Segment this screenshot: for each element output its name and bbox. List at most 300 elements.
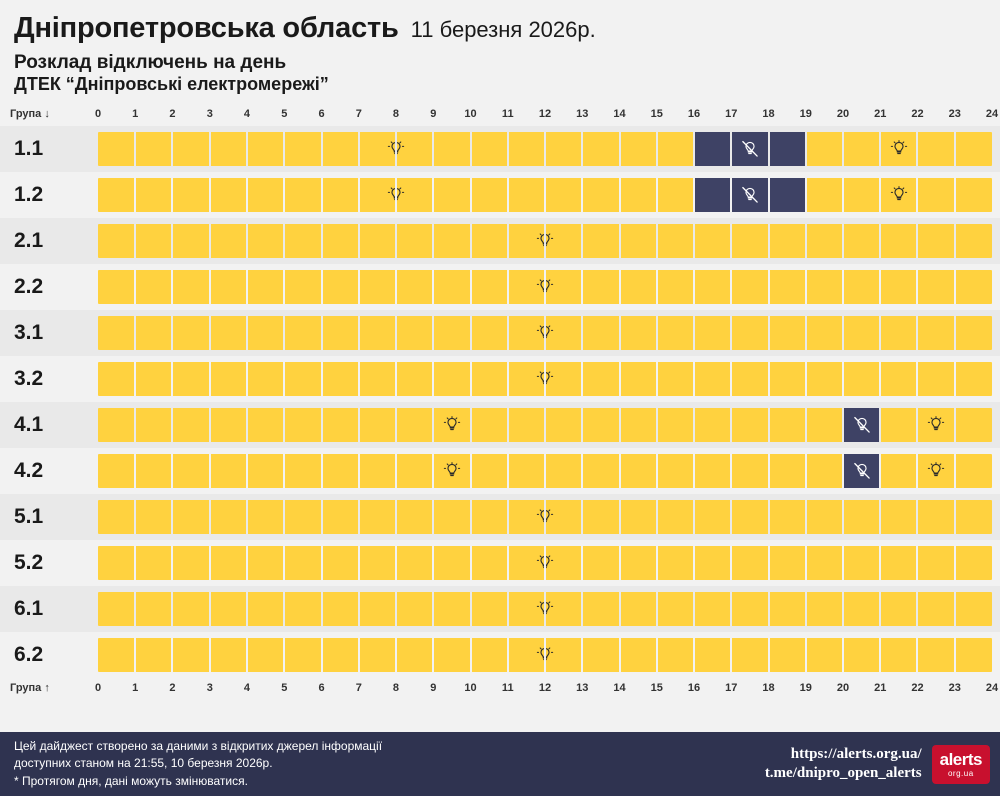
hour-separator <box>432 638 434 672</box>
hour-separator <box>693 132 695 166</box>
hour-separator <box>730 454 732 488</box>
hour-separator <box>209 270 211 304</box>
hour-separator <box>432 132 434 166</box>
hour-separator <box>507 132 509 166</box>
hour-separator <box>730 224 732 258</box>
hour-separator <box>209 546 211 580</box>
hour-separator <box>544 316 546 350</box>
hour-separator <box>209 316 211 350</box>
hour-separator <box>581 454 583 488</box>
bottom-axis-ticks <box>94 682 999 698</box>
hour-separator <box>134 638 136 672</box>
hour-separator <box>507 178 509 212</box>
hour-separator <box>209 362 211 396</box>
hour-separator <box>619 362 621 396</box>
hour-separator <box>358 362 360 396</box>
hour-separator <box>842 362 844 396</box>
hour-separator <box>283 178 285 212</box>
hour-separator <box>246 132 248 166</box>
hour-separator <box>358 454 360 488</box>
hour-separator <box>805 178 807 212</box>
table-row <box>0 632 1000 678</box>
hour-separator <box>507 500 509 534</box>
hour-separator <box>321 224 323 258</box>
table-row <box>0 126 1000 172</box>
hour-separator <box>842 408 844 442</box>
site-link[interactable]: https://alerts.org.ua/ <box>790 745 922 762</box>
hour-separator <box>544 224 546 258</box>
hour-separator <box>246 638 248 672</box>
telegram-link[interactable]: t.me/dnipro_open_alerts <box>764 765 922 781</box>
hour-separator <box>321 270 323 304</box>
table-row <box>0 310 1000 356</box>
hour-separator <box>619 500 621 534</box>
page-title: Дніпропетровська область <box>14 12 399 44</box>
schedule-date: 11 березня 2026р. <box>410 17 596 42</box>
hour-separator <box>581 546 583 580</box>
hour-separator <box>879 546 881 580</box>
hour-separator <box>321 316 323 350</box>
hour-separator <box>507 546 509 580</box>
hour-separator <box>954 316 956 350</box>
hour-separator <box>283 132 285 166</box>
hour-separator <box>321 362 323 396</box>
hour-separator <box>432 546 434 580</box>
hour-separator <box>805 638 807 672</box>
table-row <box>0 448 1000 494</box>
hour-separator <box>954 408 956 442</box>
hour-separator <box>283 592 285 626</box>
hour-separator <box>730 500 732 534</box>
hour-separator <box>581 178 583 212</box>
hour-separator <box>656 316 658 350</box>
page-footer <box>0 732 1000 796</box>
hour-separator <box>470 270 472 304</box>
hour-separator <box>395 408 397 442</box>
hour-separator <box>805 592 807 626</box>
axis-tick-6: 6 <box>318 108 325 121</box>
hour-separator <box>544 638 546 672</box>
hour-separator <box>730 408 732 442</box>
hour-separator <box>283 546 285 580</box>
hour-separator <box>134 132 136 166</box>
hour-separator <box>395 178 397 212</box>
hour-separator <box>134 316 136 350</box>
axis-tick-6: 6 <box>318 682 325 695</box>
schedule-segment-1.1-off[interactable] <box>694 132 806 166</box>
hour-separator <box>693 224 695 258</box>
hour-separator <box>134 178 136 212</box>
bottom-axis <box>0 682 1000 698</box>
axis-tick-12: 12 <box>538 682 552 695</box>
hour-separator <box>246 316 248 350</box>
hour-separator <box>768 224 770 258</box>
hour-separator <box>954 500 956 534</box>
hour-separator <box>395 454 397 488</box>
hour-separator <box>768 500 770 534</box>
hour-separator <box>879 500 881 534</box>
axis-tick-16: 16 <box>687 682 701 695</box>
row-track-4.1 <box>98 402 992 448</box>
hour-separator <box>879 592 881 626</box>
hour-separator <box>395 362 397 396</box>
axis-tick-22: 22 <box>911 682 924 695</box>
hour-separator <box>954 454 956 488</box>
hour-separator <box>693 178 695 212</box>
logo-wordmark: alerts <box>939 749 982 769</box>
hour-separator <box>581 270 583 304</box>
hour-separator <box>768 316 770 350</box>
hour-separator <box>321 546 323 580</box>
table-row <box>0 218 1000 264</box>
hour-separator <box>432 270 434 304</box>
hour-separator <box>879 316 881 350</box>
table-row <box>0 402 1000 448</box>
hour-separator <box>544 178 546 212</box>
axis-tick-10: 10 <box>464 108 477 121</box>
hour-separator <box>768 270 770 304</box>
hour-separator <box>209 408 211 442</box>
hour-separator <box>879 408 881 442</box>
hour-separator <box>246 178 248 212</box>
axis-tick-0: 0 <box>94 108 102 121</box>
hour-separator <box>730 132 732 166</box>
hour-separator <box>842 638 844 672</box>
hour-separator <box>879 132 881 166</box>
hour-separator <box>544 362 546 396</box>
group-label-6.2: 6.2 <box>14 643 44 667</box>
hour-separator <box>134 592 136 626</box>
hour-separator <box>432 316 434 350</box>
axis-tick-11: 11 <box>501 682 514 695</box>
row-track-2.2 <box>98 264 992 310</box>
axis-tick-9: 9 <box>430 108 437 121</box>
hour-separator <box>283 270 285 304</box>
hour-separator <box>358 178 360 212</box>
hour-separator <box>768 638 770 672</box>
axis-tick-14: 14 <box>613 682 626 695</box>
axis-tick-0: 0 <box>94 682 102 695</box>
hour-separator <box>879 178 881 212</box>
hour-separator <box>544 546 546 580</box>
axis-tick-2: 2 <box>169 108 176 121</box>
hour-separator <box>805 224 807 258</box>
hour-separator <box>209 178 211 212</box>
hour-separator <box>768 178 770 212</box>
hour-separator <box>619 454 621 488</box>
hour-separator <box>842 546 844 580</box>
hour-separator <box>470 500 472 534</box>
hour-separator <box>283 316 285 350</box>
row-track-6.2 <box>98 632 992 678</box>
title-row <box>14 12 1000 45</box>
hour-separator <box>507 592 509 626</box>
row-track-1.1 <box>98 126 992 172</box>
hour-separator <box>768 132 770 166</box>
hour-separator <box>581 132 583 166</box>
hour-separator <box>581 408 583 442</box>
group-label-3.2: 3.2 <box>14 367 44 391</box>
axis-tick-3: 3 <box>206 108 213 121</box>
hour-separator <box>916 454 918 488</box>
top-axis <box>0 108 1000 124</box>
axis-tick-8: 8 <box>392 682 400 695</box>
hour-separator <box>544 592 546 626</box>
hour-separator <box>916 408 918 442</box>
hour-separator <box>842 270 844 304</box>
hour-separator <box>842 592 844 626</box>
hour-separator <box>432 454 434 488</box>
hour-separator <box>693 454 695 488</box>
hour-separator <box>321 638 323 672</box>
axis-tick-9: 9 <box>430 682 437 695</box>
axis-tick-4: 4 <box>243 108 251 121</box>
table-row <box>0 494 1000 540</box>
axis-tick-18: 18 <box>762 108 775 121</box>
hour-separator <box>507 638 509 672</box>
hour-separator <box>805 408 807 442</box>
hour-separator <box>954 592 956 626</box>
hour-separator <box>916 592 918 626</box>
hour-separator <box>134 454 136 488</box>
hour-separator <box>470 592 472 626</box>
hour-separator <box>544 270 546 304</box>
hour-separator <box>134 362 136 396</box>
hour-separator <box>768 546 770 580</box>
hour-separator <box>693 362 695 396</box>
axis-tick-7: 7 <box>355 108 362 121</box>
hour-separator <box>581 638 583 672</box>
hour-separator <box>395 500 397 534</box>
axis-tick-13: 13 <box>576 682 589 695</box>
hour-separator <box>954 178 956 212</box>
hour-separator <box>321 454 323 488</box>
axis-tick-11: 11 <box>501 108 514 121</box>
hour-separator <box>171 178 173 212</box>
axis-tick-4: 4 <box>243 682 251 695</box>
hour-separator <box>171 132 173 166</box>
table-row <box>0 264 1000 310</box>
hour-separator <box>209 224 211 258</box>
group-label-5.2: 5.2 <box>14 551 44 575</box>
hour-separator <box>619 408 621 442</box>
schedule-segment-4.2-on[interactable] <box>880 454 992 488</box>
page-header <box>0 0 1000 96</box>
axis-tick-1: 1 <box>132 682 139 695</box>
hour-separator <box>916 224 918 258</box>
hour-separator <box>246 270 248 304</box>
hour-separator <box>171 592 173 626</box>
hour-separator <box>768 454 770 488</box>
hour-separator <box>358 638 360 672</box>
axis-tick-21: 21 <box>874 108 887 121</box>
group-label-6.1: 6.1 <box>14 597 44 621</box>
hour-separator <box>358 592 360 626</box>
hour-separator <box>470 408 472 442</box>
hour-separator <box>693 500 695 534</box>
hour-separator <box>470 638 472 672</box>
row-track-2.1 <box>98 218 992 264</box>
hour-separator <box>656 132 658 166</box>
hour-separator <box>358 408 360 442</box>
hour-separator <box>134 224 136 258</box>
hour-separator <box>209 132 211 166</box>
hour-separator <box>507 316 509 350</box>
hour-separator <box>693 546 695 580</box>
hour-separator <box>432 362 434 396</box>
hour-separator <box>134 408 136 442</box>
footer-note <box>14 738 382 790</box>
hour-separator <box>470 224 472 258</box>
hour-separator <box>619 592 621 626</box>
schedule-segment-4.2-off[interactable] <box>843 454 880 488</box>
hour-separator <box>954 362 956 396</box>
hour-separator <box>544 132 546 166</box>
group-label-4.1: 4.1 <box>14 413 44 437</box>
axis-tick-17: 17 <box>725 108 738 121</box>
hour-separator <box>321 132 323 166</box>
hour-separator <box>842 178 844 212</box>
axis-tick-16: 16 <box>687 108 701 121</box>
hour-separator <box>581 224 583 258</box>
hour-separator <box>916 500 918 534</box>
hour-separator <box>656 362 658 396</box>
footer-note-line-1: Цей дайджест створено за даними з відкритих джерел інформації <box>14 738 383 753</box>
alerts-logo <box>932 745 990 784</box>
hour-separator <box>656 454 658 488</box>
hour-separator <box>395 224 397 258</box>
hour-separator <box>395 132 397 166</box>
hour-separator <box>544 454 546 488</box>
hour-separator <box>171 362 173 396</box>
hour-separator <box>619 638 621 672</box>
hour-separator <box>321 592 323 626</box>
hour-separator <box>283 362 285 396</box>
hour-separator <box>656 408 658 442</box>
hour-separator <box>209 592 211 626</box>
logo-domain: org.ua <box>947 768 974 778</box>
hour-separator <box>395 316 397 350</box>
hour-separator <box>581 592 583 626</box>
hour-separator <box>656 546 658 580</box>
hour-separator <box>656 638 658 672</box>
hour-separator <box>842 454 844 488</box>
schedule-segment-1.2-on[interactable] <box>806 178 992 212</box>
hour-separator <box>432 592 434 626</box>
axis-tick-19: 19 <box>799 682 812 695</box>
hour-separator <box>321 178 323 212</box>
hour-separator <box>171 270 173 304</box>
hour-separator <box>656 592 658 626</box>
hour-separator <box>544 408 546 442</box>
hour-separator <box>209 638 211 672</box>
hour-separator <box>954 638 956 672</box>
hour-separator <box>954 132 956 166</box>
hour-separator <box>805 546 807 580</box>
hour-separator <box>581 500 583 534</box>
hour-separator <box>693 316 695 350</box>
axis-tick-23: 23 <box>948 108 961 121</box>
hour-separator <box>432 500 434 534</box>
hour-separator <box>730 546 732 580</box>
hour-separator <box>246 408 248 442</box>
hour-separator <box>395 546 397 580</box>
hour-separator <box>879 454 881 488</box>
axis-tick-12: 12 <box>538 108 552 121</box>
hour-separator <box>954 224 956 258</box>
axis-tick-23: 23 <box>948 682 961 695</box>
hour-separator <box>730 638 732 672</box>
hour-separator <box>432 178 434 212</box>
hour-separator <box>730 592 732 626</box>
hour-separator <box>916 132 918 166</box>
hour-separator <box>842 132 844 166</box>
hour-separator <box>730 178 732 212</box>
axis-tick-18: 18 <box>762 682 775 695</box>
hour-separator <box>805 132 807 166</box>
hour-separator <box>283 638 285 672</box>
hour-separator <box>358 546 360 580</box>
hour-separator <box>879 270 881 304</box>
hour-separator <box>283 454 285 488</box>
row-track-5.1 <box>98 494 992 540</box>
table-row <box>0 172 1000 218</box>
hour-separator <box>805 362 807 396</box>
hour-separator <box>916 638 918 672</box>
hour-separator <box>246 500 248 534</box>
hour-separator <box>395 592 397 626</box>
hour-separator <box>693 638 695 672</box>
footer-note-line-3: * Протягом дня, дані можуть змінюватися. <box>14 773 248 788</box>
hour-separator <box>358 132 360 166</box>
hour-separator <box>619 132 621 166</box>
schedule-segment-4.1-on[interactable] <box>880 408 992 442</box>
hour-separator <box>209 454 211 488</box>
top-axis-ticks <box>94 108 999 124</box>
hour-separator <box>321 408 323 442</box>
axis-tick-24: 24 <box>985 108 999 121</box>
axis-tick-20: 20 <box>836 682 850 695</box>
hour-separator <box>805 500 807 534</box>
hour-separator <box>656 224 658 258</box>
hour-separator <box>321 500 323 534</box>
axis-tick-22: 22 <box>911 108 924 121</box>
schedule-segment-4.1-off[interactable] <box>843 408 880 442</box>
hour-separator <box>507 454 509 488</box>
row-track-1.2 <box>98 172 992 218</box>
hour-separator <box>916 362 918 396</box>
schedule-segment-1.1-on[interactable] <box>806 132 992 166</box>
hour-separator <box>171 500 173 534</box>
hour-separator <box>470 178 472 212</box>
hour-separator <box>507 270 509 304</box>
hour-separator <box>693 270 695 304</box>
hour-separator <box>171 546 173 580</box>
hour-separator <box>916 546 918 580</box>
row-track-5.2 <box>98 540 992 586</box>
hour-separator <box>954 270 956 304</box>
hour-separator <box>246 362 248 396</box>
hour-separator <box>842 500 844 534</box>
hour-separator <box>209 500 211 534</box>
group-label-2.1: 2.1 <box>14 229 44 253</box>
axis-tick-1: 1 <box>132 108 139 121</box>
axis-tick-21: 21 <box>874 682 887 695</box>
hour-separator <box>395 638 397 672</box>
hour-separator <box>805 454 807 488</box>
hour-separator <box>768 362 770 396</box>
schedule-segment-1.2-off[interactable] <box>694 178 806 212</box>
